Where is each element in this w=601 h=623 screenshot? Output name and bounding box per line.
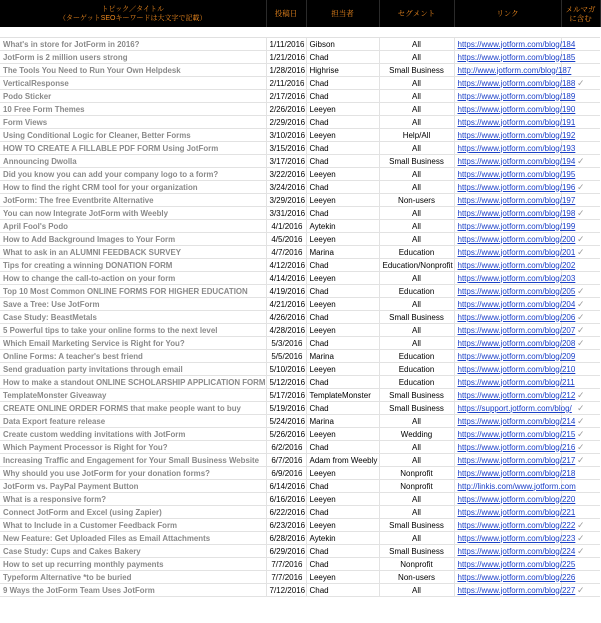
cell-link[interactable]: https://www.jotform.com/blog/221 xyxy=(454,506,561,519)
cell-segment[interactable]: Small Business xyxy=(379,519,454,532)
cell-segment[interactable]: All xyxy=(379,116,454,129)
cell-date[interactable]: 5/26/2016 xyxy=(266,428,306,441)
cell-link[interactable]: https://www.jotform.com/blog/196 xyxy=(454,181,561,194)
table-row[interactable] xyxy=(0,259,600,272)
cell-title[interactable]: CREATE ONLINE ORDER FORMS that make people want to buy xyxy=(0,402,266,415)
checkmark-icon: ✓ xyxy=(576,298,585,309)
cell-link[interactable]: https://www.jotform.com/blog/207 xyxy=(454,324,561,337)
cell-segment[interactable]: Education xyxy=(379,350,454,363)
table-row[interactable] xyxy=(0,233,600,246)
table-row[interactable] xyxy=(0,272,600,285)
table-row[interactable] xyxy=(0,298,600,311)
table-row[interactable] xyxy=(0,220,600,233)
checkmark-icon: ✓ xyxy=(576,532,585,543)
cell-author[interactable]: Chad xyxy=(306,311,379,324)
cell-title[interactable]: April Fool's Podo xyxy=(0,220,266,233)
cell-link[interactable]: https://www.jotform.com/blog/197 xyxy=(454,194,561,207)
cell-segment[interactable]: Education/Nonprofit xyxy=(379,259,454,272)
cell-title[interactable]: Which Payment Processor is Right for You? xyxy=(0,441,266,454)
cell-segment[interactable]: All xyxy=(379,506,454,519)
cell-title[interactable]: Form Views xyxy=(0,116,266,129)
cell-link[interactable]: https://www.jotform.com/blog/189 xyxy=(454,90,561,103)
cell-title[interactable]: Save a Tree: Use JotForm xyxy=(0,298,266,311)
cell-segment[interactable]: All xyxy=(379,51,454,64)
cell-title[interactable]: The Tools You Need to Run Your Own Helpdesk xyxy=(0,64,266,77)
cell-title[interactable]: 10 Free Form Themes xyxy=(0,103,266,116)
cell-segment[interactable]: Non-users xyxy=(379,571,454,584)
checkmark-icon: ✓ xyxy=(576,324,585,335)
cell-segment[interactable]: Nonprofit xyxy=(379,480,454,493)
cell-date[interactable]: 2/29/2016 xyxy=(266,116,306,129)
cell-author[interactable]: Chad xyxy=(306,376,379,389)
checkmark-icon: ✓ xyxy=(576,441,585,452)
cell-date[interactable]: 6/23/2016 xyxy=(266,519,306,532)
cell-link[interactable]: https://www.jotform.com/blog/222 xyxy=(454,519,561,532)
cell-date[interactable]: 5/19/2016 xyxy=(266,402,306,415)
cell-segment[interactable]: Education xyxy=(379,285,454,298)
cell-title[interactable]: Online Forms: A teacher's best friend xyxy=(0,350,266,363)
cell-title[interactable]: How to set up recurring monthly payments xyxy=(0,558,266,571)
cell-date[interactable]: 4/19/2016 xyxy=(266,285,306,298)
cell-title[interactable]: Typeform Alternative *to be buried xyxy=(0,571,266,584)
cell-date[interactable]: 4/12/2016 xyxy=(266,259,306,272)
cell-author[interactable]: Chad xyxy=(306,480,379,493)
cell-title[interactable]: Podo Sticker xyxy=(0,90,266,103)
cell-author[interactable]: Chad xyxy=(306,545,379,558)
cell-title[interactable]: Send graduation party invitations through email xyxy=(0,363,266,376)
cell-author[interactable]: Chad xyxy=(306,116,379,129)
cell-link[interactable]: https://www.jotform.com/blog/216 xyxy=(454,441,561,454)
cell-date[interactable]: 5/3/2016 xyxy=(266,337,306,350)
cell-segment[interactable]: All xyxy=(379,168,454,181)
cell-segment[interactable]: Wedding xyxy=(379,428,454,441)
cell-author[interactable]: Leeyen xyxy=(306,571,379,584)
cell-title[interactable]: You can now Integrate JotForm with Weebly xyxy=(0,207,266,220)
cell-link[interactable]: https://www.jotform.com/blog/210 xyxy=(454,363,561,376)
cell-date[interactable]: 6/29/2016 xyxy=(266,545,306,558)
cell-link[interactable]: https://www.jotform.com/blog/192 xyxy=(454,129,561,142)
cell-date[interactable]: 6/7/2016 xyxy=(266,454,306,467)
table-row[interactable] xyxy=(0,545,600,558)
table-row[interactable] xyxy=(0,389,600,402)
table-row[interactable] xyxy=(0,64,600,77)
cell-author[interactable]: Chad xyxy=(306,142,379,155)
cell-segment[interactable]: All xyxy=(379,337,454,350)
cell-author[interactable]: Marina xyxy=(306,415,379,428)
table-row[interactable] xyxy=(0,337,600,350)
table-row[interactable] xyxy=(0,532,600,545)
cell-author[interactable]: Chad xyxy=(306,259,379,272)
table-row[interactable] xyxy=(0,285,600,298)
cell-segment[interactable]: Education xyxy=(379,376,454,389)
cell-link[interactable]: https://www.jotform.com/blog/205 xyxy=(454,285,561,298)
cell-title[interactable]: VerticalResponse xyxy=(0,77,266,90)
cell-date[interactable]: 6/2/2016 xyxy=(266,441,306,454)
checkmark-icon: ✓ xyxy=(576,415,585,426)
cell-link[interactable]: http://linkis.com/www.jotform.com xyxy=(454,480,561,493)
cell-title[interactable]: Case Study: BeastMetals xyxy=(0,311,266,324)
checkmark-icon: ✓ xyxy=(576,389,585,400)
cell-title[interactable]: Why should you use JotForm for your donation forms? xyxy=(0,467,266,480)
table-row[interactable] xyxy=(0,129,600,142)
header-newsletter-line1: メルマガ xyxy=(565,4,596,14)
cell-link[interactable]: https://www.jotform.com/blog/202 xyxy=(454,259,561,272)
cell[interactable] xyxy=(379,27,454,38)
cell-link[interactable]: https://www.jotform.com/blog/190 xyxy=(454,103,561,116)
cell-title[interactable]: How to make a standout ONLINE SCHOLARSHIP APPLICATION FORM xyxy=(0,376,266,389)
checkmark-icon: ✓ xyxy=(576,77,585,88)
cell-segment[interactable]: Small Business xyxy=(379,389,454,402)
cell-author[interactable]: TemplateMonster xyxy=(306,389,379,402)
header-date[interactable]: 投稿日 xyxy=(266,0,306,27)
cell-segment[interactable]: All xyxy=(379,272,454,285)
table-row[interactable] xyxy=(0,493,600,506)
table-row[interactable] xyxy=(0,142,600,155)
cell-author[interactable]: Chad xyxy=(306,51,379,64)
cell-author[interactable]: Chad xyxy=(306,90,379,103)
cell-author[interactable]: Adam from Weebly xyxy=(306,454,379,467)
cell-date[interactable]: 6/22/2016 xyxy=(266,506,306,519)
table-body xyxy=(0,27,600,597)
table-row[interactable] xyxy=(0,246,600,259)
cell-date[interactable]: 6/16/2016 xyxy=(266,493,306,506)
cell-date[interactable]: 3/24/2016 xyxy=(266,181,306,194)
cell-link[interactable]: https://www.jotform.com/blog/203 xyxy=(454,272,561,285)
cell-segment[interactable]: All xyxy=(379,90,454,103)
checkmark-icon: ✓ xyxy=(576,285,585,296)
cell-date[interactable]: 6/14/2016 xyxy=(266,480,306,493)
cell-segment[interactable]: All xyxy=(379,493,454,506)
table-row[interactable] xyxy=(0,194,600,207)
table-row[interactable] xyxy=(0,558,600,571)
cell-link[interactable]: https://www.jotform.com/blog/204 xyxy=(454,298,561,311)
cell-link[interactable]: https://www.jotform.com/blog/194 xyxy=(454,155,561,168)
table-row[interactable] xyxy=(0,584,600,597)
cell-title[interactable]: Top 10 Most Common ONLINE FORMS FOR HIGHER EDUCATION xyxy=(0,285,266,298)
cell-title[interactable]: What's in store for JotForm in 2016? xyxy=(0,38,266,51)
checkmark-icon: ✓ xyxy=(576,584,585,595)
table-row[interactable] xyxy=(0,90,600,103)
cell-link[interactable]: https://support.jotform.com/blog/ xyxy=(454,402,561,415)
cell-title[interactable]: How to change the call-to-action on your form xyxy=(0,272,266,285)
cell-date[interactable]: 4/14/2016 xyxy=(266,272,306,285)
cell-author[interactable]: Leeyen xyxy=(306,298,379,311)
cell-segment[interactable]: All xyxy=(379,532,454,545)
table-row[interactable] xyxy=(0,519,600,532)
table-row[interactable] xyxy=(0,402,600,415)
cell-segment[interactable]: Small Business xyxy=(379,155,454,168)
cell[interactable] xyxy=(0,27,266,38)
cell-segment[interactable]: Nonprofit xyxy=(379,467,454,480)
table-row[interactable] xyxy=(0,467,600,480)
cell-date[interactable]: 1/21/2016 xyxy=(266,51,306,64)
header-newsletter[interactable] xyxy=(561,0,600,27)
cell-author[interactable]: Chad xyxy=(306,181,379,194)
cell-author[interactable]: Leeyen xyxy=(306,519,379,532)
table-row[interactable] xyxy=(0,103,600,116)
cell-date[interactable]: 5/12/2016 xyxy=(266,376,306,389)
cell-title[interactable]: How to find the right CRM tool for your organization xyxy=(0,181,266,194)
header-topic[interactable] xyxy=(0,0,266,27)
cell-date[interactable]: 4/21/2016 xyxy=(266,298,306,311)
cell-title[interactable]: How to Add Background Images to Your Form xyxy=(0,233,266,246)
cell-date[interactable]: 7/7/2016 xyxy=(266,558,306,571)
cell-author[interactable]: Leeyen xyxy=(306,129,379,142)
cell-title[interactable]: New Feature: Get Uploaded Files as Email Attachments xyxy=(0,532,266,545)
cell-author[interactable]: Highrise xyxy=(306,64,379,77)
cell-date[interactable]: 3/15/2016 xyxy=(266,142,306,155)
cell-link[interactable]: https://www.jotform.com/blog/195 xyxy=(454,168,561,181)
cell-date[interactable]: 1/11/2016 xyxy=(266,38,306,51)
cell-segment[interactable]: All xyxy=(379,77,454,90)
cell-author[interactable]: Chad xyxy=(306,207,379,220)
cell-link[interactable]: https://www.jotform.com/blog/188 xyxy=(454,77,561,90)
cell-segment[interactable]: All xyxy=(379,584,454,597)
cell-author[interactable]: Leeyen xyxy=(306,363,379,376)
cell-date[interactable]: 2/17/2016 xyxy=(266,90,306,103)
cell-segment[interactable]: All xyxy=(379,38,454,51)
cell-segment[interactable]: All xyxy=(379,454,454,467)
cell-segment[interactable]: All xyxy=(379,181,454,194)
checkmark-icon: ✓ xyxy=(576,519,585,530)
cell-link[interactable]: https://www.jotform.com/blog/212 xyxy=(454,389,561,402)
cell-segment[interactable]: All xyxy=(379,415,454,428)
cell-title[interactable]: Create custom wedding invitations with JotForm xyxy=(0,428,266,441)
cell-segment[interactable]: Education xyxy=(379,363,454,376)
cell-author[interactable]: Leeyen xyxy=(306,103,379,116)
cell-segment[interactable]: Small Business xyxy=(379,402,454,415)
checkmark-icon: ✓ xyxy=(576,155,585,166)
cell-date[interactable]: 2/26/2016 xyxy=(266,103,306,116)
cell-author[interactable]: Leeyen xyxy=(306,272,379,285)
cell-date[interactable]: 2/11/2016 xyxy=(266,77,306,90)
cell-date[interactable]: 5/24/2016 xyxy=(266,415,306,428)
cell-title[interactable]: Did you know you can add your company logo to a form? xyxy=(0,168,266,181)
table-row[interactable] xyxy=(0,350,600,363)
table-row[interactable] xyxy=(0,415,600,428)
table-row[interactable] xyxy=(0,311,600,324)
cell-link[interactable]: https://www.jotform.com/blog/227 xyxy=(454,584,561,597)
cell-author[interactable]: Chad xyxy=(306,441,379,454)
checkmark-icon: ✓ xyxy=(576,337,585,348)
cell-date[interactable]: 5/10/2016 xyxy=(266,363,306,376)
cell-segment[interactable]: Small Business xyxy=(379,545,454,558)
cell-segment[interactable]: Small Business xyxy=(379,311,454,324)
cell-author[interactable]: Chad xyxy=(306,77,379,90)
cell-segment[interactable]: Help/All xyxy=(379,129,454,142)
cell-link[interactable]: https://www.jotform.com/blog/193 xyxy=(454,142,561,155)
cell-author[interactable]: Leeyen xyxy=(306,168,379,181)
cell-title[interactable]: Increasing Traffic and Engagement for Your Small Business Website xyxy=(0,454,266,467)
cell-date[interactable]: 3/10/2016 xyxy=(266,129,306,142)
cell-link[interactable]: https://www.jotform.com/blog/200 xyxy=(454,233,561,246)
cell[interactable] xyxy=(561,27,600,38)
cell-title[interactable]: What to Include in a Customer Feedback Form xyxy=(0,519,266,532)
table-row[interactable] xyxy=(0,454,600,467)
cell-link[interactable]: https://www.jotform.com/blog/218 xyxy=(454,467,561,480)
header-topic-line1: トピック／タイトル xyxy=(101,5,165,13)
cell-title[interactable]: JotForm is 2 million users strong xyxy=(0,51,266,64)
cell-title[interactable]: HOW TO CREATE A FILLABLE PDF FORM Using JotForm xyxy=(0,142,266,155)
checkmark-icon: ✓ xyxy=(576,428,585,439)
cell-date[interactable]: 1/28/2016 xyxy=(266,64,306,77)
cell-author[interactable]: Marina xyxy=(306,350,379,363)
blank-row xyxy=(0,27,600,38)
cell-author[interactable]: Chad xyxy=(306,155,379,168)
cell-segment[interactable]: Non-users xyxy=(379,194,454,207)
cell-title[interactable]: Which Email Marketing Service is Right for You? xyxy=(0,337,266,350)
cell-title[interactable]: Tips for creating a winning DONATION FORM xyxy=(0,259,266,272)
cell-author[interactable]: Aytekin xyxy=(306,220,379,233)
cell-title[interactable]: 9 Ways the JotForm Team Uses JotForm xyxy=(0,584,266,597)
table-row[interactable] xyxy=(0,441,600,454)
cell-date[interactable]: 4/28/2016 xyxy=(266,324,306,337)
cell-link[interactable]: https://www.jotform.com/blog/220 xyxy=(454,493,561,506)
cell-date[interactable]: 4/7/2016 xyxy=(266,246,306,259)
checkmark-icon: ✓ xyxy=(576,402,585,413)
cell-date[interactable]: 5/5/2016 xyxy=(266,350,306,363)
header-segment[interactable]: セグメント xyxy=(379,0,454,27)
cell-link[interactable]: https://www.jotform.com/blog/217 xyxy=(454,454,561,467)
cell-title[interactable]: JotForm vs. PayPal Payment Button xyxy=(0,480,266,493)
cell-link[interactable]: https://www.jotform.com/blog/223 xyxy=(454,532,561,545)
cell-link[interactable]: https://www.jotform.com/blog/185 xyxy=(454,51,561,64)
cell-date[interactable]: 6/9/2016 xyxy=(266,467,306,480)
cell-author[interactable]: Leeyen xyxy=(306,428,379,441)
cell-link[interactable]: https://www.jotform.com/blog/208 xyxy=(454,337,561,350)
cell-title[interactable]: Connect JotForm and Excel (using Zapier) xyxy=(0,506,266,519)
cell-author[interactable]: Aytekin xyxy=(306,532,379,545)
checkmark-icon: ✓ xyxy=(576,207,585,218)
cell-link[interactable]: https://www.jotform.com/blog/201 xyxy=(454,246,561,259)
header-link[interactable]: リンク xyxy=(454,0,561,27)
cell[interactable] xyxy=(306,27,379,38)
cell-segment[interactable]: All xyxy=(379,207,454,220)
cell-title[interactable]: Data Export feature release xyxy=(0,415,266,428)
cell-segment[interactable]: All xyxy=(379,103,454,116)
cell-date[interactable]: 7/7/2016 xyxy=(266,571,306,584)
table-row[interactable] xyxy=(0,363,600,376)
cell-segment[interactable]: Education xyxy=(379,246,454,259)
cell-link[interactable]: https://www.jotform.com/blog/209 xyxy=(454,350,561,363)
checkmark-icon: ✓ xyxy=(576,246,585,257)
checkmark-icon: ✓ xyxy=(576,311,585,322)
cell-author[interactable]: Leeyen xyxy=(306,233,379,246)
table-row[interactable] xyxy=(0,324,600,337)
cell-title[interactable]: What is a responsive form? xyxy=(0,493,266,506)
cell-date[interactable]: 7/12/2016 xyxy=(266,584,306,597)
cell-link[interactable]: https://www.jotform.com/blog/225 xyxy=(454,558,561,571)
table-row[interactable] xyxy=(0,51,600,64)
cell-title[interactable]: Announcing Dwolla xyxy=(0,155,266,168)
cell-segment[interactable]: All xyxy=(379,142,454,155)
cell-segment[interactable]: Small Business xyxy=(379,64,454,77)
cell-title[interactable]: TemplateMonster Giveaway xyxy=(0,389,266,402)
cell-date[interactable]: 6/28/2016 xyxy=(266,532,306,545)
cell-date[interactable]: 4/26/2016 xyxy=(266,311,306,324)
cell-title[interactable]: What to ask in an ALUMNI FEEDBACK SURVEY xyxy=(0,246,266,259)
table-row[interactable] xyxy=(0,116,600,129)
cell-date[interactable]: 3/29/2016 xyxy=(266,194,306,207)
cell-link[interactable]: https://www.jotform.com/blog/198 xyxy=(454,207,561,220)
cell-author[interactable]: Leeyen xyxy=(306,493,379,506)
cell-segment[interactable]: All xyxy=(379,324,454,337)
table-row[interactable] xyxy=(0,155,600,168)
table-row[interactable] xyxy=(0,181,600,194)
cell-author[interactable]: Chad xyxy=(306,285,379,298)
cell-link[interactable]: https://www.jotform.com/blog/211 xyxy=(454,376,561,389)
cell-date[interactable]: 4/5/2016 xyxy=(266,233,306,246)
cell-title[interactable]: Using Conditional Logic for Cleaner, Better Forms xyxy=(0,129,266,142)
table-row[interactable] xyxy=(0,207,600,220)
table-row[interactable] xyxy=(0,428,600,441)
cell-link[interactable]: https://www.jotform.com/blog/184 xyxy=(454,38,561,51)
cell-segment[interactable]: All xyxy=(379,233,454,246)
table-row[interactable] xyxy=(0,376,600,389)
table-row[interactable] xyxy=(0,480,600,493)
checkmark-icon: ✓ xyxy=(576,454,585,465)
cell-author[interactable]: Gibson xyxy=(306,38,379,51)
cell-title[interactable]: JotForm: The free Eventbrite Alternative xyxy=(0,194,266,207)
cell-date[interactable]: 3/31/2016 xyxy=(266,207,306,220)
cell-date[interactable]: 3/22/2016 xyxy=(266,168,306,181)
header-row xyxy=(0,0,600,27)
cell-segment[interactable]: All xyxy=(379,220,454,233)
cell-author[interactable]: Chad xyxy=(306,584,379,597)
cell-author[interactable]: Chad xyxy=(306,337,379,350)
header-topic-line2: （ターゲットSEOキーワードは大文字で記載） xyxy=(58,14,207,22)
cell-link[interactable]: https://www.jotform.com/blog/224 xyxy=(454,545,561,558)
cell[interactable] xyxy=(266,27,306,38)
cell-link[interactable]: https://www.jotform.com/blog/206 xyxy=(454,311,561,324)
header-newsletter-line2: に含む xyxy=(569,13,592,23)
checkmark-icon: ✓ xyxy=(576,545,585,556)
cell-segment[interactable]: Nonprofit xyxy=(379,558,454,571)
cell-segment[interactable]: All xyxy=(379,441,454,454)
cell-link[interactable]: https://www.jotform.com/blog/199 xyxy=(454,220,561,233)
cell-author[interactable]: Leeyen xyxy=(306,324,379,337)
cell-link[interactable]: http://www.jotform.com/blog/187 xyxy=(454,64,561,77)
checkmark-icon: ✓ xyxy=(576,181,585,192)
cell-date[interactable]: 3/17/2016 xyxy=(266,155,306,168)
cell-link[interactable]: https://www.jotform.com/blog/215 xyxy=(454,428,561,441)
table-row[interactable] xyxy=(0,38,600,51)
table-row[interactable] xyxy=(0,506,600,519)
header-author[interactable]: 担当者 xyxy=(306,0,379,27)
cell[interactable] xyxy=(454,27,561,38)
table-row[interactable] xyxy=(0,571,600,584)
cell-title[interactable]: Case Study: Cups and Cakes Bakery xyxy=(0,545,266,558)
checkmark-icon: ✓ xyxy=(576,233,585,244)
cell-author[interactable]: Chad xyxy=(306,402,379,415)
cell-link[interactable]: https://www.jotform.com/blog/191 xyxy=(454,116,561,129)
cell-date[interactable]: 4/1/2016 xyxy=(266,220,306,233)
cell-author[interactable]: Chad xyxy=(306,506,379,519)
cell-author[interactable]: Chad xyxy=(306,558,379,571)
cell-author[interactable]: Leeyen xyxy=(306,194,379,207)
cell-author[interactable]: Marina xyxy=(306,246,379,259)
cell-link[interactable]: https://www.jotform.com/blog/214 xyxy=(454,415,561,428)
cell-title[interactable]: 5 Powerful tips to take your online forms to the next level xyxy=(0,324,266,337)
cell-author[interactable]: Leeyen xyxy=(306,467,379,480)
cell-link[interactable]: https://www.jotform.com/blog/226 xyxy=(454,571,561,584)
cell-segment[interactable]: All xyxy=(379,298,454,311)
table-row[interactable] xyxy=(0,77,600,90)
cell-date[interactable]: 5/17/2016 xyxy=(266,389,306,402)
table-row[interactable] xyxy=(0,168,600,181)
